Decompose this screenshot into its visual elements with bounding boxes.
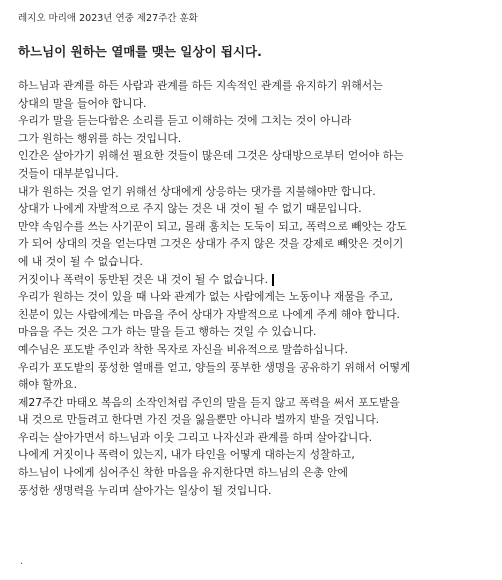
body-line: 우리가 포도밭의 풍성한 열매를 얻고, 양들의 풍부한 생명을 공유하기 위해서 어떻게 (18, 360, 411, 374)
body-line: 제27주간 마태오 복음의 소작인처럼 주인의 말을 듣지 않고 폭력을 써서 포도밭을 (18, 395, 400, 409)
body-line: 만약 속임수를 쓰는 사기꾼이 되고, 몰래 훔치는 도둑이 되고, 폭력으로 빼앗는 강도 (18, 219, 407, 233)
document-body[interactable] (18, 77, 488, 499)
body-line: 예수님은 포도밭 주인과 착한 목자로 자신을 비유적으로 말씀하십니다. (18, 342, 348, 356)
document-header: 레지오 마리애 2023년 연중 제27주간 훈화 (18, 13, 198, 24)
body-line: 해야 할까요. (18, 378, 78, 392)
document-title: 하느님이 원하는 열매를 맺는 일상이 됩시다. (18, 44, 262, 59)
body-line: 마음을 주는 것은 그가 하는 말을 듣고 행하는 것일 수 있습니다. (18, 325, 317, 339)
body-line: 우리가 원하는 것이 있을 때 나와 관계가 없는 사람에게는 노동이나 재물을 주고, (18, 290, 393, 304)
body-line: 풍성한 생명력을 누리며 살아가는 일상이 될 것입니다. (18, 483, 272, 497)
body-line: 하느님과 관계를 하든 사람과 관계를 하든 지속적인 관계를 유지하기 위해서는 (18, 79, 383, 92)
body-line: 우리가 말을 듣는다함은 소리를 듣고 이해하는 것에 그치는 것이 아니라 (18, 114, 352, 128)
text-cursor (272, 274, 274, 286)
body-line: 상대의 말을 들어야 합니다. (18, 96, 147, 110)
body-line: 것들이 대부분입니다. (18, 166, 119, 180)
body-line: 나에게 거짓이나 폭력이 있는지, 내가 타인을 어떻게 대하는지 성찰하고, (18, 448, 355, 462)
body-line: 내가 원하는 것을 얻기 위해선 상대에게 상응하는 댓가를 지불해야만 합니다. (18, 184, 376, 198)
bottom-mark: . (20, 556, 24, 567)
body-line: 에 내 것이 될 수 없습니다. (18, 254, 143, 268)
body-line: 가 되어 상대의 것을 얻는다면 그것은 상대가 주지 않은 것을 강제로 빼앗은 것이기 (18, 237, 404, 251)
body-line: 그가 원하는 행위를 하는 것입니다. (18, 131, 182, 145)
body-line-with-caret (18, 271, 488, 289)
body-line-text: 거짓이나 폭력이 동반된 것은 내 것이 될 수 없습니다. (18, 272, 268, 286)
body-line: 내 것으로 만들려고 한다면 가진 것을 잃을뿐만 아니라 벌까지 받을 것입니다. (18, 413, 380, 427)
body-line: 상대가 나에게 자발적으로 주지 않는 것은 내 것이 될 수 없기 때문입니다. (18, 202, 362, 216)
body-line: 하느님이 나에게 심어주신 착한 마음을 유지한다면 하느님의 은총 안에 (18, 466, 348, 480)
body-line: 친분이 있는 사람에게는 마음을 주어 상대가 자발적으로 나에게 주게 해야 합니다. (18, 307, 400, 321)
body-line: 인간은 살아가기 위해선 필요한 것들이 많은데 그것은 상대방으로부터 얻어야 하는 (18, 149, 404, 163)
body-line: 우리는 살아가면서 하느님과 이웃 그리고 나자신과 관계를 하며 살아갑니다. (18, 430, 373, 444)
